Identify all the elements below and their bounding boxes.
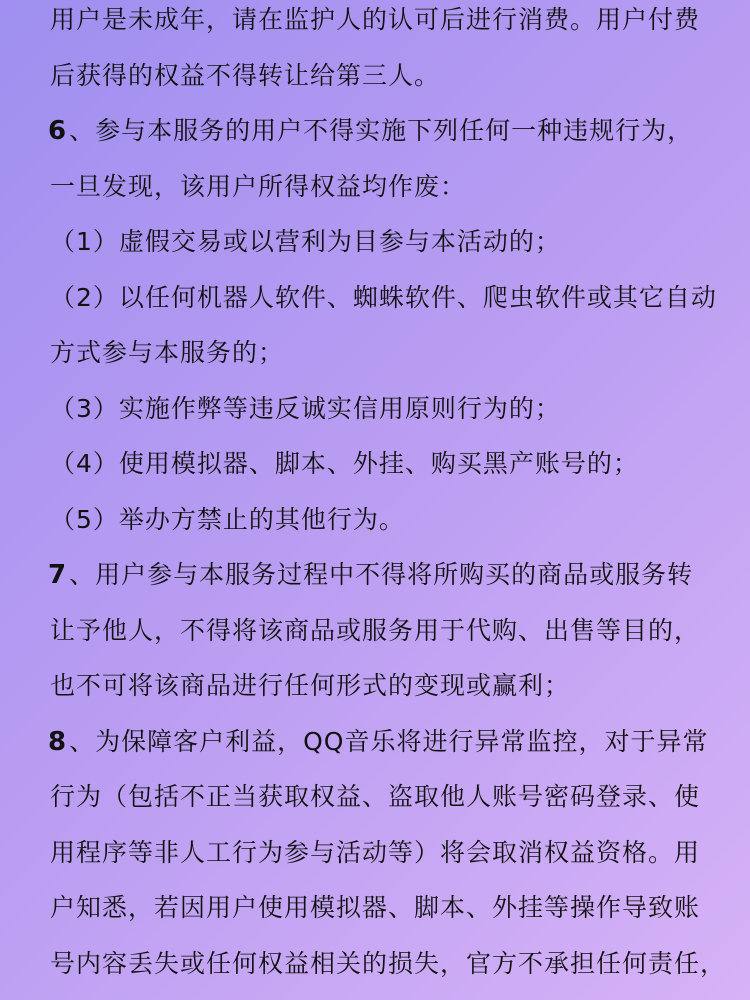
line-text: （1）虚假交易或以营利为目参与本活动的； xyxy=(50,227,561,256)
clause-number: 8 xyxy=(48,726,68,757)
text-line xyxy=(48,769,718,825)
terms-text-block xyxy=(48,0,727,991)
clause-number: 7 xyxy=(48,560,68,590)
line-text: 、用户参与本服务过程中不得将所购买的商品或服务转 xyxy=(69,560,694,589)
line-text: 、参与本服务的用户不得实施下列任何一种违规行为， xyxy=(69,116,694,145)
text-line xyxy=(48,436,718,492)
text-line xyxy=(48,825,718,881)
text-line xyxy=(48,325,718,381)
text-line xyxy=(48,658,718,714)
line-text: 方式参与本服务的； xyxy=(50,338,285,367)
text-line xyxy=(48,492,718,548)
text-line xyxy=(48,880,718,936)
line-text: （5）举办方禁止的其他行为。 xyxy=(50,504,405,534)
line-text: （2）以任何机器人软件、蜘蛛软件、爬虫软件或其它自动 xyxy=(50,282,717,312)
line-text: （3）实施作弊等违反诚实信用原则行为的； xyxy=(50,393,561,423)
line-text: （4）使用模拟器、脚本、外挂、购买黑产账号的； xyxy=(50,449,639,478)
clause-number: 6 xyxy=(48,116,68,146)
line-text: 行为（包括不正当获取权益、盗取他人账号密码登录、使 xyxy=(50,782,701,811)
text-line xyxy=(48,936,727,992)
text-line xyxy=(48,547,718,603)
text-line xyxy=(48,381,718,437)
text-line xyxy=(48,159,718,215)
line-text: 也不可将该商品进行任何形式的变现或赢利； xyxy=(50,671,571,700)
line-text: 、为保障客户利益，QQ音乐将进行异常监控，对于异常 xyxy=(69,726,709,756)
text-line xyxy=(48,0,718,48)
text-line xyxy=(48,603,718,659)
text-line xyxy=(48,270,718,326)
text-line xyxy=(48,714,718,770)
line-text: 号内容丢失或任何权益相关的损失，官方不承担任何责任， xyxy=(50,948,727,978)
text-line xyxy=(48,214,718,270)
line-text: 后获得的权益不得转让给第三人。 xyxy=(50,60,441,90)
line-text: 用户是未成年，请在监护人的认可后进行消费。用户付费 xyxy=(50,5,701,34)
line-text: 用程序等非人工行为参与活动等）将会取消权益资格。用 xyxy=(50,837,701,867)
line-text: 一旦发现，该用户所得权益均作废： xyxy=(50,171,467,201)
line-text: 户知悉，若因用户使用模拟器、脚本、外挂等操作导致账 xyxy=(50,893,701,922)
text-line xyxy=(48,103,718,159)
text-line xyxy=(48,48,718,104)
line-text: 让予他人，不得将该商品或服务用于代购、出售等目的， xyxy=(50,615,701,645)
